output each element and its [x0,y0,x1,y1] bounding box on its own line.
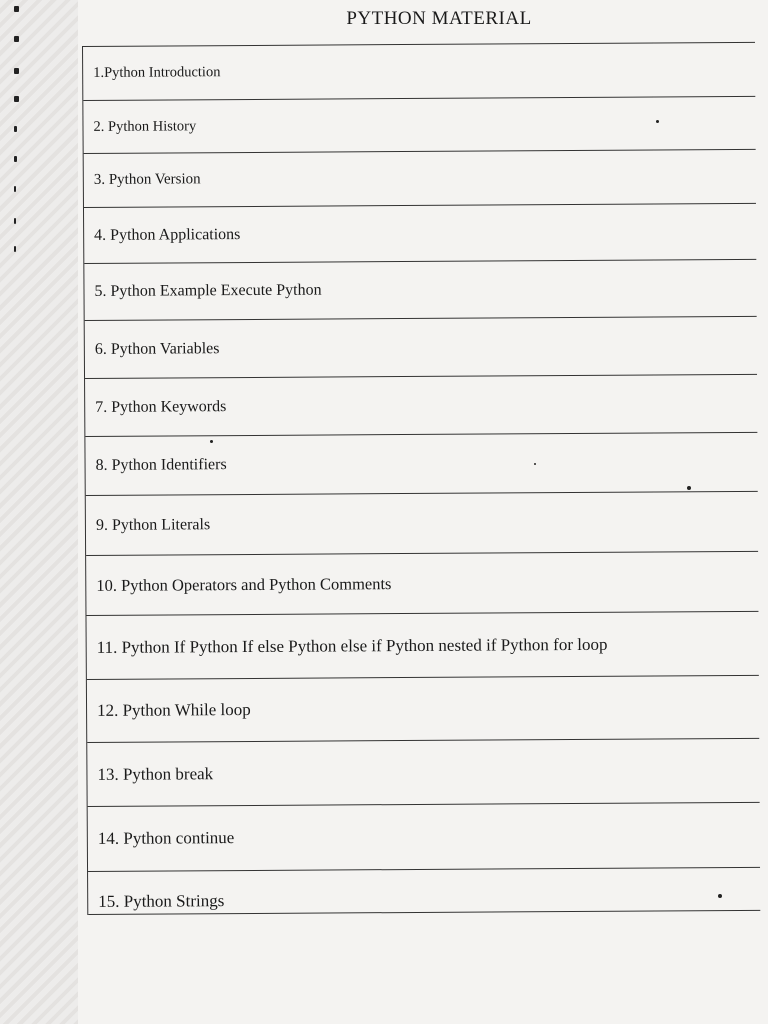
toc-item-text: 8. Python Identifiers [95,456,227,474]
toc-row [88,867,760,915]
toc-row [86,491,758,555]
page-title: PYTHON MATERIAL [346,8,532,29]
toc-row [83,96,755,153]
toc-item-text: 1.Python Introduction [93,64,221,81]
toc-item-text: 2. Python History [93,117,197,135]
toc-row [85,432,757,495]
toc-row [85,316,757,378]
binding-hole-marks [8,0,28,1024]
toc-row [83,42,755,100]
toc-row [84,149,756,207]
toc-item-text: 3. Python Version [93,171,201,188]
toc-item-text: 11. Python If Python If else Python else if Python nested if Python for loop [96,634,608,657]
toc-item-text: 15. Python Strings [98,891,225,911]
toc-row [84,203,756,263]
paper-speck [534,463,536,465]
paper-speck [718,894,722,898]
toc-row [86,551,758,615]
toc-row [88,802,760,871]
toc-item-text: 12. Python While loop [97,699,251,720]
toc-row [86,611,758,679]
toc-row [85,374,757,436]
toc-item-text: 6. Python Variables [94,339,220,358]
toc-item-text: 13. Python break [97,763,214,784]
toc-item-text: 10. Python Operators and Python Comments [96,573,392,595]
paper-speck [656,120,659,123]
toc-item-text: 5. Python Example Execute Python [94,281,322,300]
paper-speck [687,486,691,490]
table-of-contents [82,42,760,915]
toc-row [87,675,759,742]
toc-row [87,738,759,806]
toc-row [84,259,756,320]
toc-item-text: 4. Python Applications [94,225,241,244]
toc-item-text: 7. Python Keywords [95,397,227,416]
paper-speck [210,440,213,443]
toc-item-text: 9. Python Literals [95,515,211,534]
toc-item-text: 14. Python continue [97,828,235,848]
